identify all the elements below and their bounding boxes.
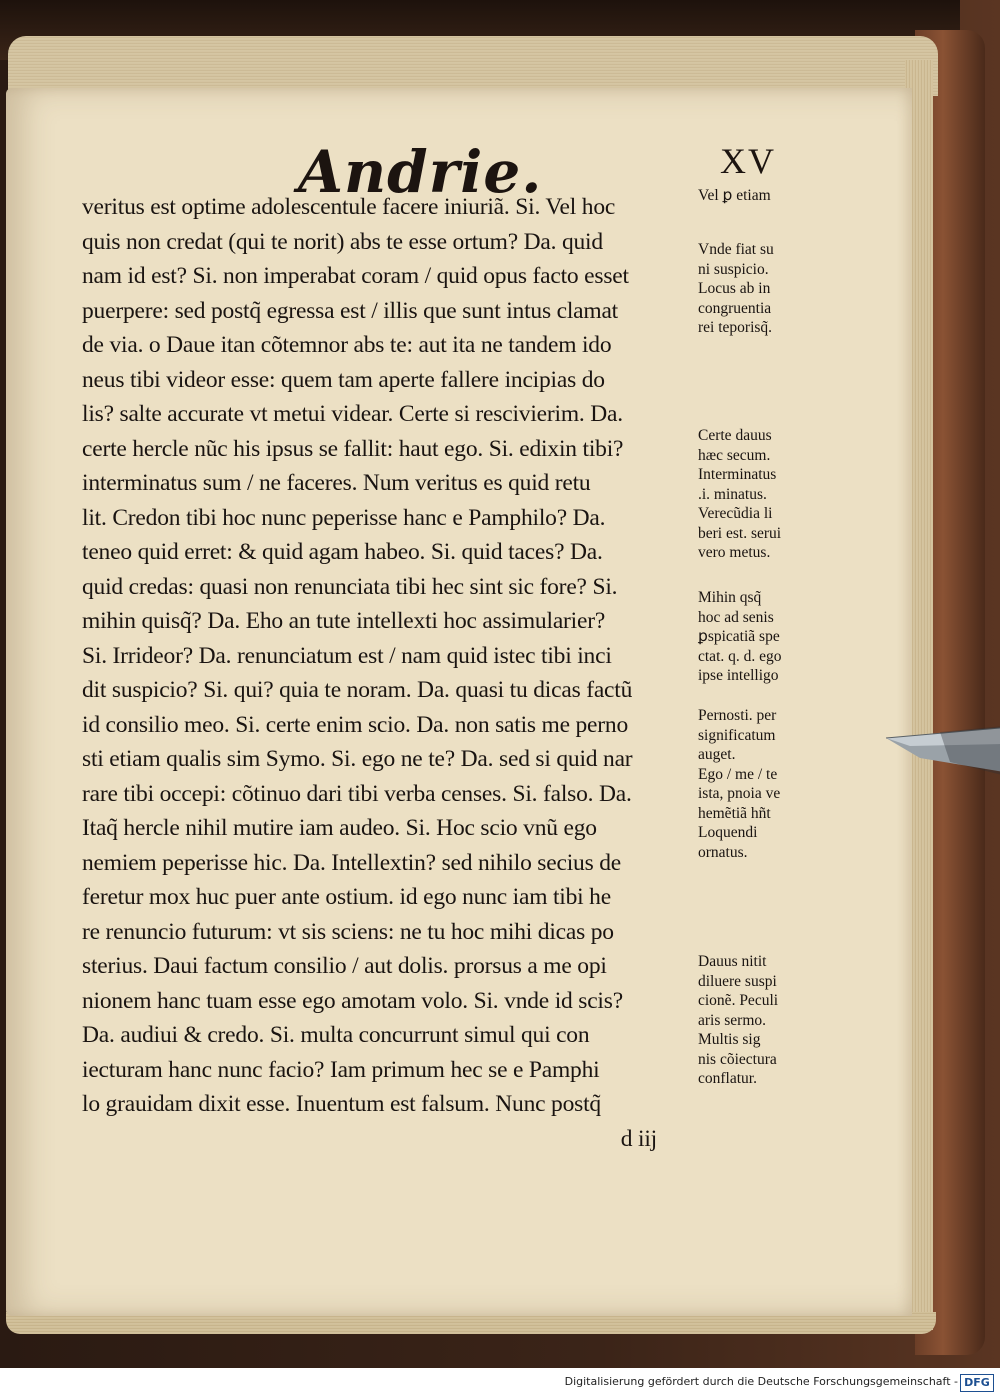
text-line: nam id est? Si. non imperabat coram / quid opus facto esset <box>82 263 629 289</box>
gloss-line: ctat. q. d. ego <box>698 647 782 665</box>
footer-credit: Digitalisierung gefördert durch die Deutsche Forschungsgemeinschaft - <box>564 1375 958 1388</box>
gloss-line: Interminatus <box>698 466 777 483</box>
text-line: nionem hanc tuam esse ego amotam volo. Si. vnde id scis? <box>82 987 623 1014</box>
text-line: rare tibi occepi: cõtinuo dari tibi verba censes. Si. falso. Da. <box>82 780 632 807</box>
text-line: lo grauidam dixit esse. Inuentum est falsum. Nunc postq̃ <box>82 1091 601 1117</box>
text-line: interminatus sum / ne faceres. Num veritus es quid retu <box>82 470 591 496</box>
marginal-gloss-1 <box>698 186 828 206</box>
dfg-logo: DFG <box>960 1374 994 1392</box>
text-line: id consilio meo. Si. certe enim scio. Da. non satis me perno <box>82 711 629 738</box>
gloss-line: significatum <box>698 726 776 744</box>
gloss-line: Certe dauus <box>698 427 772 444</box>
gloss-line: Mihin qsq̃ <box>698 589 762 606</box>
text-line: iecturam hanc nunc facio? Iam primum hec se e Pamphi <box>82 1056 600 1083</box>
page-edges-top <box>8 36 938 96</box>
gloss-line: Locus ab in <box>698 280 771 297</box>
text-line: re renuncio futurum: vt sis sciens: ne tu hoc mihi dicas po <box>82 918 614 945</box>
digitization-footer <box>0 1368 1000 1397</box>
gloss-line: hæc secum. <box>698 446 771 464</box>
text-line: Da. audiui & credo. Si. multa concurrunt simul qui con <box>82 1022 590 1048</box>
text-line: lis? salte accurate vt metui videar. Certe si rescivierim. Da. <box>82 401 623 427</box>
text-line: veritus est optime adolescentule facere iniuriã. Si. Vel hoc <box>82 194 616 220</box>
text-line: dit suspicio? Si. qui? quia te noram. Da. quasi tu dicas factũ <box>82 677 633 703</box>
gloss-line: ornatus. <box>698 843 748 861</box>
marginal-gloss-2 <box>698 240 828 338</box>
gloss-line: Verecũdia li <box>698 505 773 522</box>
marginal-gloss-4 <box>698 588 828 686</box>
text-line: teneo quid erret: & quid agam habeo. Si. quid taces? Da. <box>82 539 603 565</box>
gloss-line: cionẽ. Peculi <box>698 992 779 1009</box>
gloss-line: Dauus nitit <box>698 953 767 970</box>
gloss-line: Multis sig <box>698 1031 761 1048</box>
gloss-line: vero metus. <box>698 544 771 561</box>
gloss-line: aris sermo. <box>698 1011 767 1029</box>
folio-number: XV <box>720 141 776 181</box>
gloss-line: hemẽtiã hñt <box>698 804 771 822</box>
gloss-line: Vel ꝑ etiam <box>698 187 771 204</box>
gloss-line: auget. <box>698 746 736 763</box>
gloss-line: nis cõiectura <box>698 1050 777 1068</box>
gloss-line: ista, pnoia ve <box>698 785 781 802</box>
gloss-line: rei teporisq̃. <box>698 319 773 336</box>
text-line: nemiem peperisse hic. Da. Intellextin? sed nihilo secius de <box>82 849 621 876</box>
main-text-block <box>82 190 697 1156</box>
text-line: quis non credat (qui te norit) abs te esse ortum? Da. quid <box>82 228 603 255</box>
gloss-line: Ego / me / te <box>698 765 778 783</box>
marginal-gloss-3 <box>698 426 828 563</box>
text-line: d iij <box>620 1125 657 1152</box>
gloss-line: Vnde fiat su <box>698 241 774 258</box>
text-line: feretur mox huc puer ante ostium. id ego nunc iam tibi he <box>82 884 611 910</box>
gloss-line: conflatur. <box>698 1070 757 1087</box>
text-line: puerpere: sed postq̃ egressa est / illis que sunt intus clamat <box>82 297 619 324</box>
text-line: sti etiam qualis sim Symo. Si. ego ne te? Da. sed si quid nar <box>82 746 633 772</box>
gloss-line: ni suspicio. <box>698 260 769 278</box>
gloss-line: Pernosti. per <box>698 707 777 724</box>
gloss-line: hoc ad senis <box>698 608 774 626</box>
text-line: Itaq̃ hercle nihil mutire iam audeo. Si. Hoc scio vnũ ego <box>82 815 597 841</box>
gloss-line: Loquendi <box>698 824 758 841</box>
marginal-gloss-6 <box>698 952 828 1089</box>
gloss-line: ipse intelligo <box>698 667 779 684</box>
text-line: Si. Irrideor? Da. renunciatum est / nam quid istec tibi inci <box>82 642 612 669</box>
marginal-gloss-5 <box>698 706 828 862</box>
text-line: neus tibi videor esse: quem tam aperte fallere incipias do <box>82 366 605 393</box>
gloss-line: beri est. serui <box>698 524 782 542</box>
text-line: sterius. Daui factum consilio / aut dolis. prorsus a me opi <box>82 953 607 979</box>
metal-pointer-icon <box>880 722 1000 782</box>
gloss-line: ꝑspicatiã spe <box>698 628 780 645</box>
text-line: lit. Credon tibi hoc nunc peperisse hanc e Pamphilo? Da. <box>82 504 606 531</box>
text-line: de via. o Daue itan cõtemnor abs te: aut ita ne tandem ido <box>82 332 612 358</box>
text-line: mihin quisq̃? Da. Eho an tute intellexti hoc assimularier? <box>82 608 606 634</box>
text-line: quid credas: quasi non renunciata tibi hec sint sic fore? Si. <box>82 573 618 600</box>
running-title: Andrie. <box>298 138 543 206</box>
gloss-line: congruentia <box>698 299 772 317</box>
text-line: certe hercle nũc his ipsus se fallit: haut ego. Si. edixin tibi? <box>82 435 624 462</box>
gloss-line: .i. minatus. <box>698 485 767 503</box>
gloss-line: diluere suspi <box>698 972 777 990</box>
